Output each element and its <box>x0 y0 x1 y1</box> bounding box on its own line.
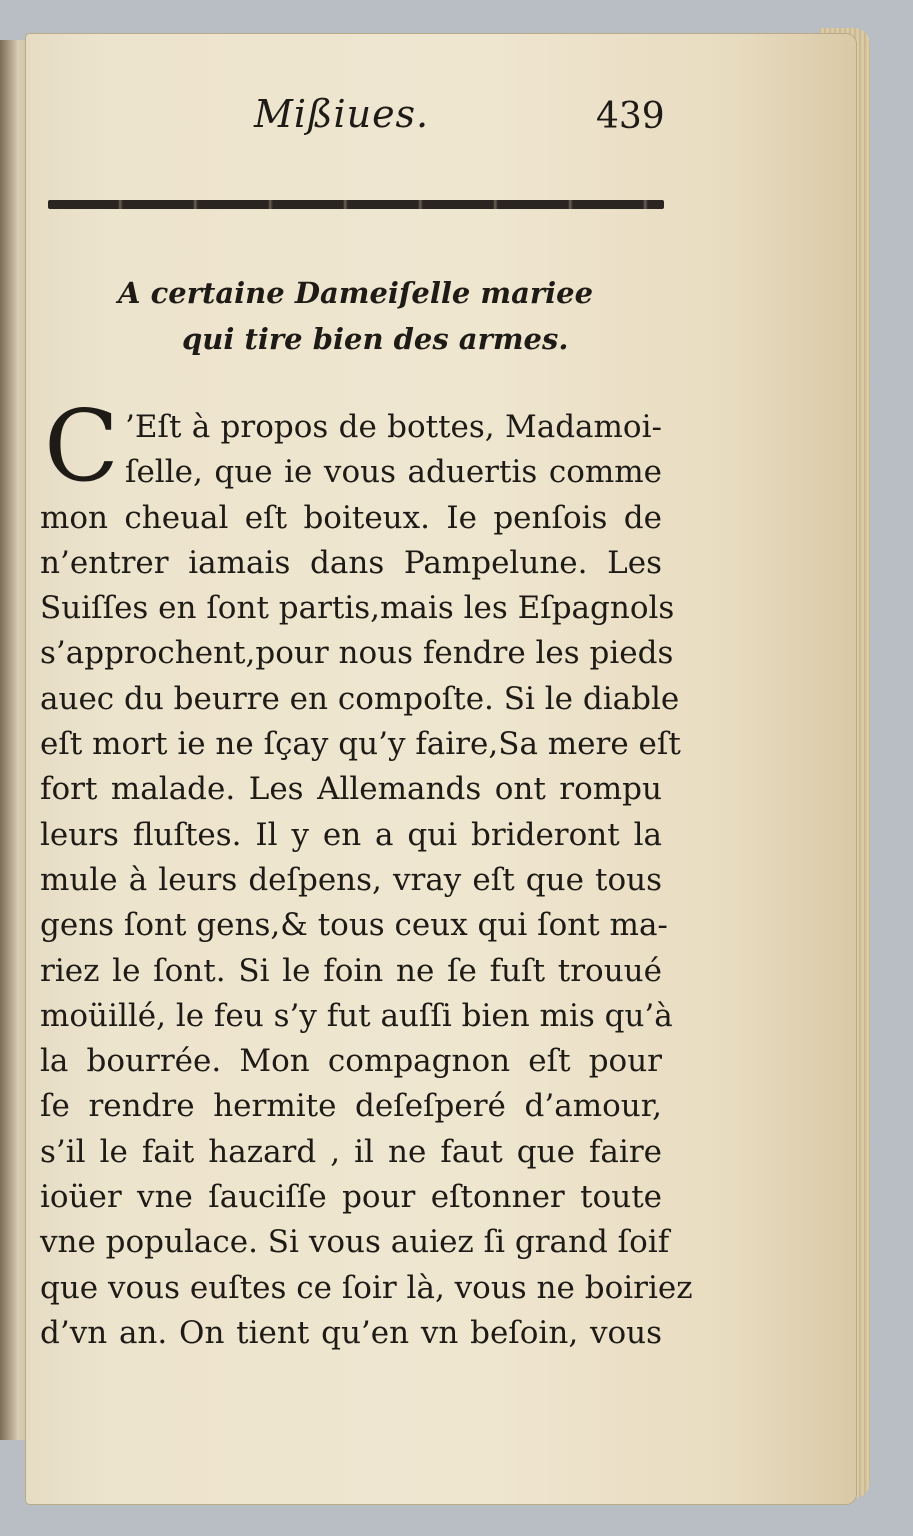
body-line: ſelle, que ie vous aduertis comme <box>124 454 662 491</box>
body-line: vne populace. Si vous auiez ſi grand ſoif <box>40 1224 670 1261</box>
letter-title <box>118 270 618 362</box>
ornamental-rule <box>48 200 664 209</box>
page-number: 439 <box>596 96 665 137</box>
body-line: leurs fluſtes. Il y en a qui brideront la <box>40 816 662 853</box>
body-line: auec du beurre en compoſte. Si le diable <box>40 680 680 717</box>
body-line: ’Eſt à propos de bottes, Madamoi- <box>124 409 662 445</box>
body-line: gens ſont gens,& tous ceux qui ſont ma- <box>40 907 668 944</box>
letter-body <box>40 390 693 1356</box>
body-line: la bourrée. Mon compagnon eſt pour <box>40 1043 662 1080</box>
body-line: mule à leurs deſpens, vray eſt que tous <box>40 861 662 898</box>
body-line: que vous euſtes ce ſoir là, vous ne boiriez <box>40 1269 693 1306</box>
body-line: s’il le fait hazard , il ne faut que faire <box>40 1133 662 1170</box>
body-line: n’entrer iamais dans Pampelune. Les <box>40 544 662 581</box>
body-line: eſt mort ie ne ſçay qu’y faire,Sa mere eſt <box>40 726 681 763</box>
body-line: riez le ſont. Si le foin ne ſe fuſt trouué <box>40 952 662 989</box>
body-line: d’vn an. On tient qu’en vn beſoin, vous <box>40 1314 662 1351</box>
body-line: fort malade. Les Allemands ont rompu <box>40 771 662 808</box>
letter-title-line-1: A certaine Dameiſelle mariee <box>118 276 594 310</box>
body-line: ioüer vne ſauciſſe pour eſtonner toute <box>40 1179 662 1216</box>
body-line: ſe rendre hermite deſeſperé d’amour, <box>40 1088 662 1125</box>
body-line: mon cheual eſt boiteux. Ie penſois de <box>40 499 662 536</box>
body-line: s’approchent,pour nous fendre les pieds <box>40 635 674 672</box>
running-title: Mißiues. <box>254 92 430 136</box>
drop-cap: C <box>44 390 119 504</box>
letter-title-line-2: qui tire bien des armes. <box>182 322 569 356</box>
body-line: Suiſſes en ſont partis,mais les Eſpagnols <box>40 590 675 627</box>
body-line: moüillé, le feu s’y fut auſſi bien mis qu’à <box>40 997 673 1034</box>
